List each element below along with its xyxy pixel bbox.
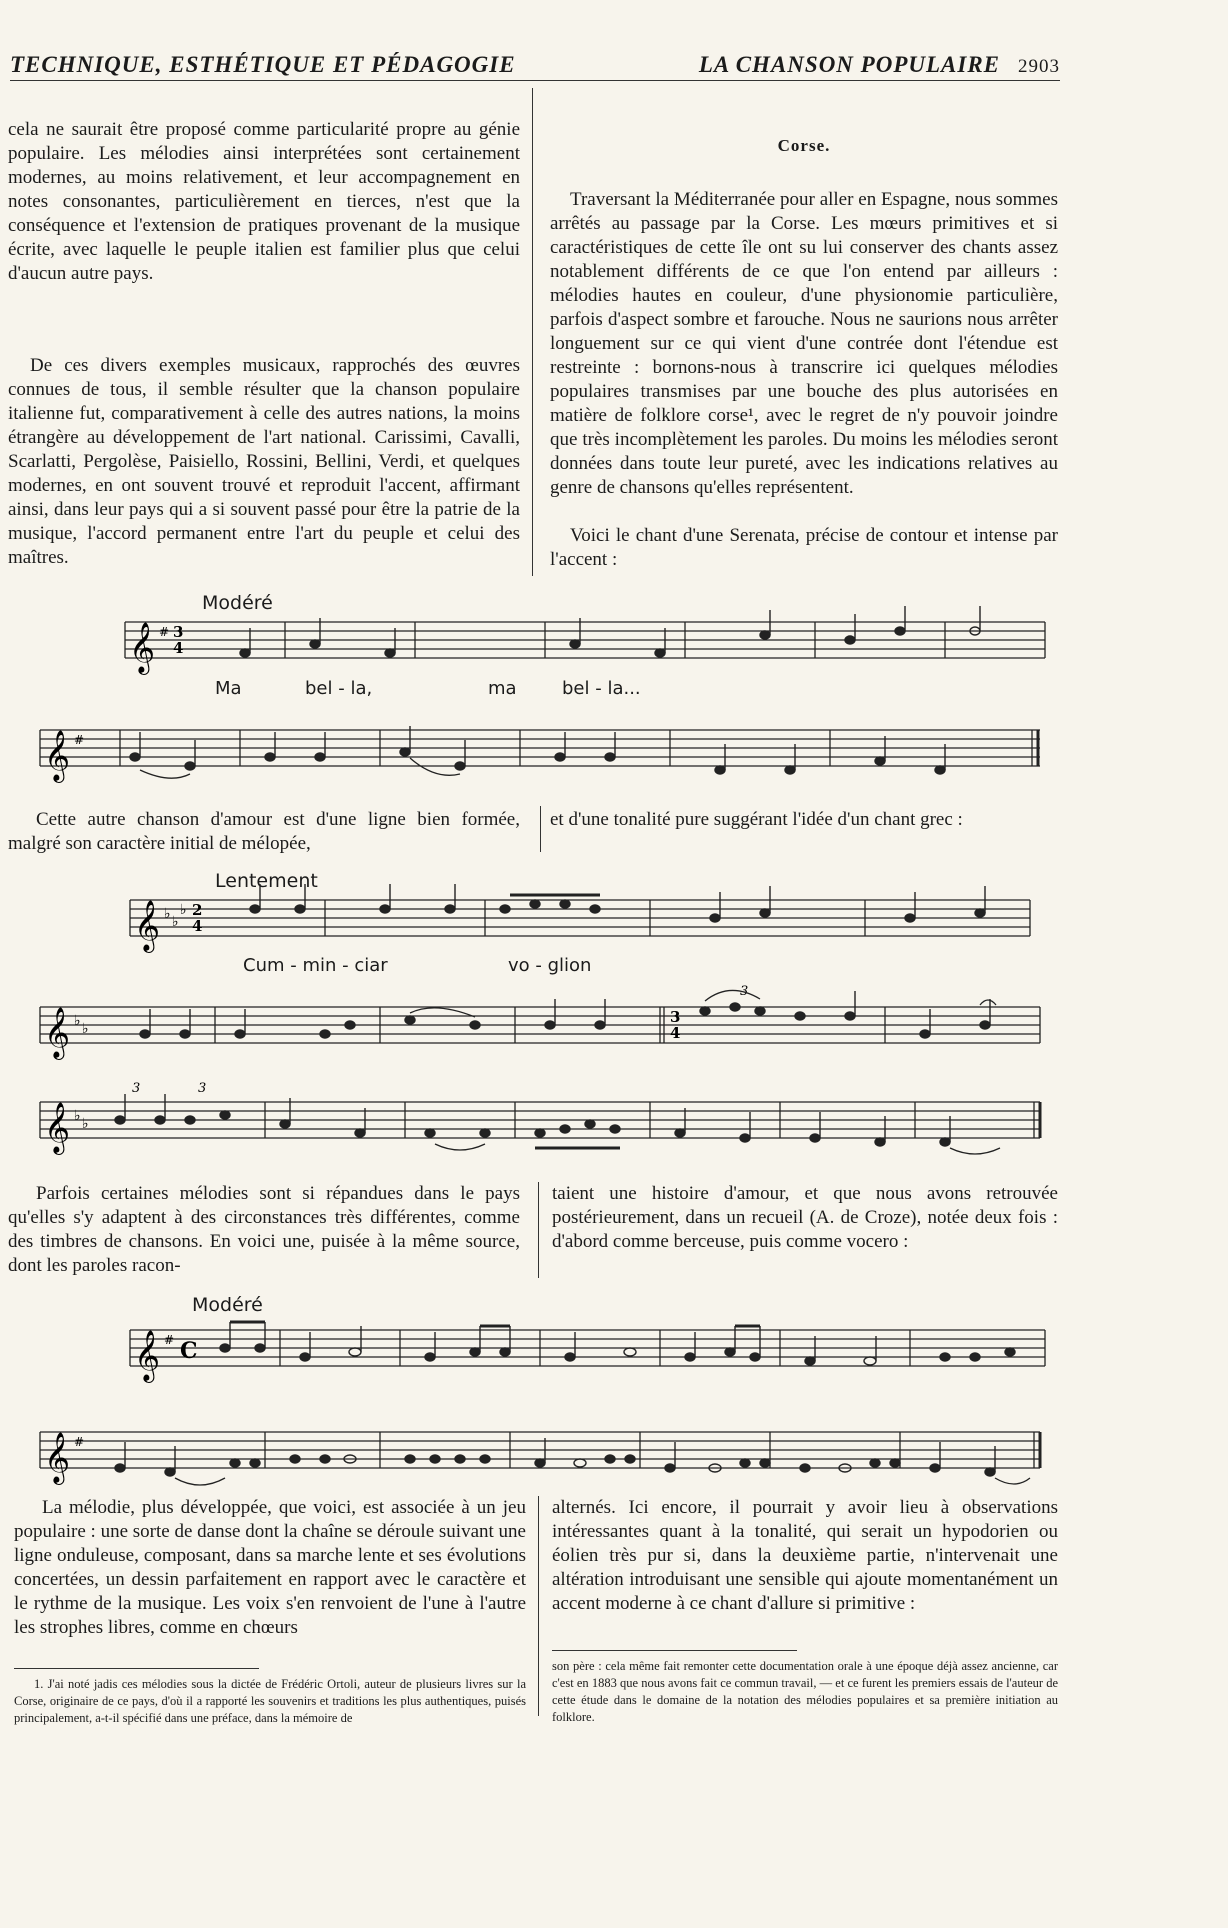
lyric-syllable: bel - la... [562,678,641,699]
svg-text:𝄞: 𝄞 [134,900,161,951]
svg-text:𝄞: 𝄞 [134,1330,161,1381]
svg-text:♭: ♭ [82,1021,89,1037]
music-staff-3 [130,888,1050,958]
triplet-mark: 3 [198,1081,207,1096]
paragraph: taient une histoire d'amour, et que nous avons retrouvée postérieurement, dans un recueil (A. de Croze), notée deux fois : d'abord comme berceuse, puis comme vocero : [552,1183,1058,1252]
svg-text:♭: ♭ [74,1108,81,1124]
paragraph: Cette autre chanson d'amour est d'une ligne bien formée, malgré son caractère initial de mélopée, [8,809,520,854]
music-staff-5 [40,1081,1060,1170]
svg-text:♭: ♭ [164,906,171,922]
footnote-rule [552,1650,797,1651]
svg-text:4: 4 [670,1024,681,1042]
column-divider [538,1182,539,1278]
svg-text:𝄞: 𝄞 [129,622,156,673]
svg-text:♭: ♭ [74,1013,81,1029]
svg-text:♭: ♭ [180,902,187,918]
right-column-1 [550,106,1058,596]
column-divider [532,88,533,576]
triplet-mark: 3 [132,1081,141,1096]
paragraph: Parfois certaines mélodies sont si répandues dans le pays qu'elles s'y adaptent à des circonstances très différentes, comme des timbres de chansons. En voici une, puisée à la même source, dont les paroles racon- [8,1183,520,1276]
svg-text:#: # [164,1333,175,1347]
tempo-marking: Lentement [215,870,318,892]
svg-text:#: # [74,733,85,747]
svg-text:3: 3 [173,623,184,641]
header-rule [10,80,1060,81]
svg-text:#: # [159,625,170,639]
svg-text:4: 4 [173,639,184,657]
column-divider [538,1496,539,1716]
lyric-syllable: bel - la, [305,678,373,699]
paragraph: Voici le chant d'une Serenata, précise de contour et intense par l'accent : [550,525,1058,570]
music-staff-2 [40,718,1060,798]
tempo-marking: Modéré [202,592,273,614]
music-staff-7 [40,1420,1060,1500]
footnote: 1. J'ai noté jadis ces mélodies sous la dictée de Frédéric Ortoli, auteur de plusieurs livres sur la Corse, originaire de ce pays, d'où il a rapporté les souvenirs et traditions les plus authentiques, puisés principalement, a-t-il spécifié dans une préface, dans la mémoire de [14,1677,526,1725]
svg-text:𝄞: 𝄞 [44,1007,71,1058]
lyric-syllable: Ma [215,678,242,699]
triplet-mark: 3 [740,984,749,999]
footnote-rule [14,1668,259,1669]
lyric-syllable: Cum - min - ciar [243,955,388,976]
svg-text:♭: ♭ [172,914,179,930]
lyric-syllable: ma [488,678,517,699]
column-divider [540,806,541,852]
svg-text:♭: ♭ [82,1116,89,1132]
svg-text:𝄞: 𝄞 [44,1432,71,1483]
lyric-syllable: vo - glion [508,955,592,976]
header-right-title: LA CHANSON POPULAIRE [698,52,1000,77]
svg-text:C: C [180,1338,198,1364]
music-staff-4 [40,984,1060,1075]
paragraph: cela ne saurait être proposé comme particularité propre au génie populaire. Les mélodies ainsi interprétées sont certainement modernes, au moins relativement, et leur accompagnement en notes consonantes, particulièrement en tierces, n'est que la conséquence et l'extension de pratiques provenant de la musique écrite, avec laquelle le peuple italien est familier plus que celui d'aucun autre pays. [8,119,520,284]
left-column-1 [8,94,520,594]
svg-text:#: # [74,1435,85,1449]
svg-text:𝄞: 𝄞 [44,1102,71,1153]
svg-text:4: 4 [192,917,203,935]
footnote-continued: son père : cela même fait remonter cette documentation orale à une époque déjà assez ancienne, car c'est en 1883 que nous avons fait ce commun travail, — et ce furent les premiers essais de l'auteur de cette étude dans le domaine de la notation des mélodies populaires et sa première initiation au folklore. [552,1659,1058,1724]
svg-text:2: 2 [192,901,203,919]
section-title: Corse. [777,136,831,155]
paragraph: La mélodie, plus développée, que voici, est associée à un jeu populaire : une sorte de danse dont la chaîne se déroule suivant une ligne onduleuse, composant, dans sa marche lente et ses évolutions concertées, un dessin parfaitement en rapport avec le caractère et le rythme de la musique. Les voix s'en renvoient de l'une à l'autre les strophes libres, comme en chœurs [14,1497,526,1638]
tempo-marking: Modéré [192,1294,263,1316]
paragraph: et d'une tonalité pure suggérant l'idée d'un chant grec : [550,809,963,830]
paragraph: Traversant la Méditerranée pour aller en Espagne, nous sommes arrêtés au passage par la Corse. Les mœurs primitives et si caractéristiques de cette île ont su lui conserver des chants assez notablement différents de ce que l'on entend par ailleurs : mélodies hautes en couleur, d'une physionomie particulière, parfois d'aspect sombre et farouche. Nous ne saurions nous arrêter longuement sur ce qui vient d'une contrée dont l'étendue est restreinte : bornons-nous à transcrire ici quelques mélodies populaires transmises par une bouche des plus autorisées en matière de folklore corse¹, avec le regret de n'y pouvoir joindre que très incomplètement les paroles. Du moins les mélodies seront données dans toute leur pureté, avec les indications relatives au genre de chansons qu'elles représentent. [550,189,1058,498]
header-left: TECHNIQUE, ESTHÉTIQUE ET PÉDAGOGIE [10,52,516,77]
music-staff-6 [130,1318,1060,1398]
paragraph: De ces divers exemples musicaux, rapprochés des œuvres connues de tous, il semble résulter que la chanson populaire italienne fut, comparativement à celle des autres nations, la moins étrangère au développement de l'art national. Carissimi, Cavalli, Scarlatti, Pergolèse, Paisiello, Rossini, Bellini, Verdi, et quelques modernes, en ont souvent trouvé et reproduit l'accent, affirmant ainsi, dans leur pays qui a si souvent passé pour être la patrie de la musique, l'accord permanent entre l'art du peuple et celui des maîtres. [8,355,520,568]
paragraph: alternés. Ici encore, il pourrait y avoir lieu à observations intéressantes quant à la tonalité, qui serait un hypodorien ou éolien très pur si, dans la deuxième partie, n'intervenait une altération introduisant une sensible qui ajoute momentanément un accent moderne à ce chant d'allure si primitive : [552,1497,1058,1614]
svg-text:3: 3 [670,1008,681,1026]
page-number: 2903 [1018,56,1060,77]
svg-text:𝄞: 𝄞 [44,730,71,781]
header-right [699,52,1060,78]
